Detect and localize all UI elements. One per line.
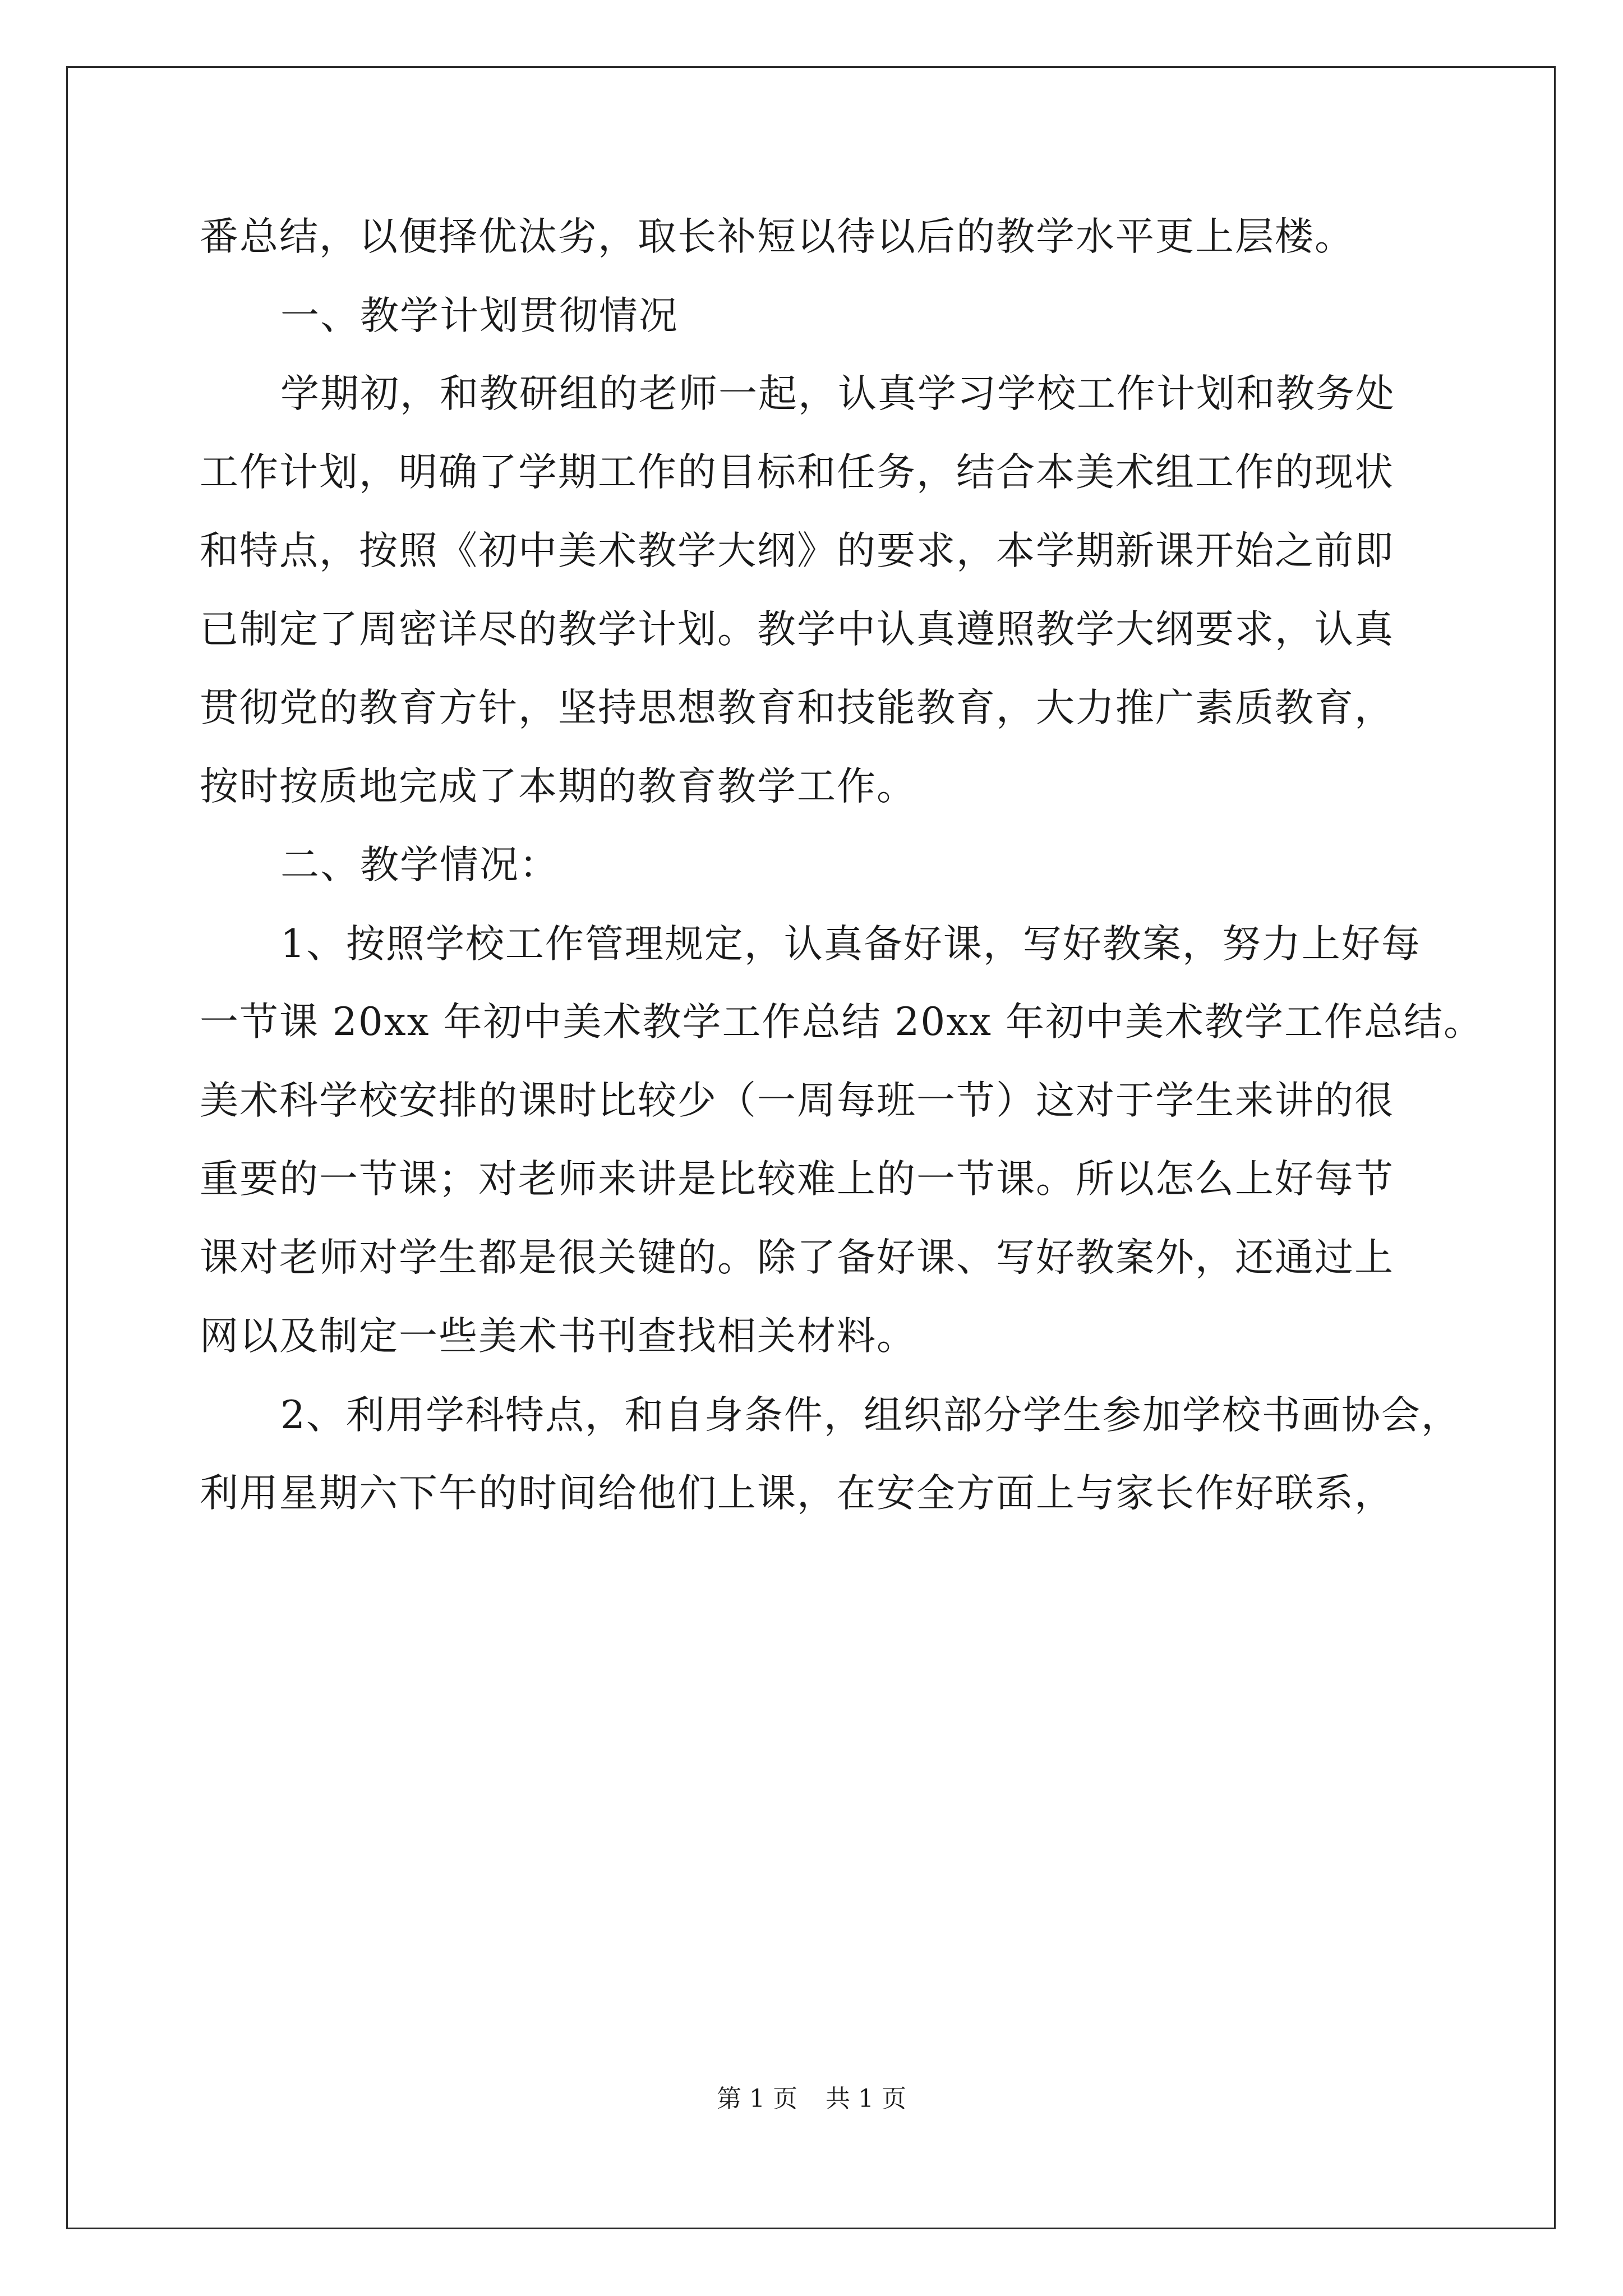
text-line: 重要的一节课；对老师来讲是比较难上的一节课。所以怎么上好每节 (200, 1157, 1394, 1202)
text-line: 2、利用学科特点，和自身条件，组织部分学生参加学校书画协会， (280, 1393, 1461, 1438)
text-line: 番总结，以便择优汰劣，取长补短以待以后的教学水平更上层楼。 (200, 214, 1354, 259)
text-line: 和特点，按照《初中美术教学大纲》的要求，本学期新课开始之前即 (200, 528, 1394, 573)
text-line: 1、按照学校工作管理规定，认真备好课，写好教案，努力上好每 (280, 922, 1421, 967)
text-line: 工作计划，明确了学期工作的目标和任务，结合本美术组工作的现状 (200, 450, 1394, 495)
text-line: 贯彻党的教育方针，坚持思想教育和技能教育，大力推广素质教育， (200, 685, 1394, 730)
text-line: 美术科学校安排的课时比较少（一周每班一节）这对于学生来讲的很 (200, 1078, 1394, 1123)
text-line: 利用星期六下午的时间给他们上课，在安全方面上与家长作好联系， (200, 1471, 1394, 1516)
text-line: 网以及制定一些美术书刊查找相关材料。 (200, 1314, 916, 1359)
text-line: 课对老师对学生都是很关键的。除了备好课、写好教案外，还通过上 (200, 1235, 1394, 1280)
page-footer (0, 2082, 1623, 2116)
text-line: 按时按质地完成了本期的教育教学工作。 (200, 764, 916, 809)
text-line: 学期初，和教研组的老师一起，认真学习学校工作计划和教务处 (280, 371, 1395, 416)
text-line: 一节课 20xx 年初中美术教学工作总结 20xx 年初中美术教学工作总结。 (200, 1000, 1483, 1045)
text-line: 已制定了周密详尽的教学计划。教学中认真遵照教学大纲要求，认真 (200, 607, 1394, 652)
page-number: 第 1 页 (717, 2085, 797, 2113)
section-heading: 二、教学情况： (280, 843, 559, 887)
page-total: 共 1 页 (826, 2085, 906, 2113)
section-heading: 一、教学计划贯彻情况 (280, 293, 679, 338)
